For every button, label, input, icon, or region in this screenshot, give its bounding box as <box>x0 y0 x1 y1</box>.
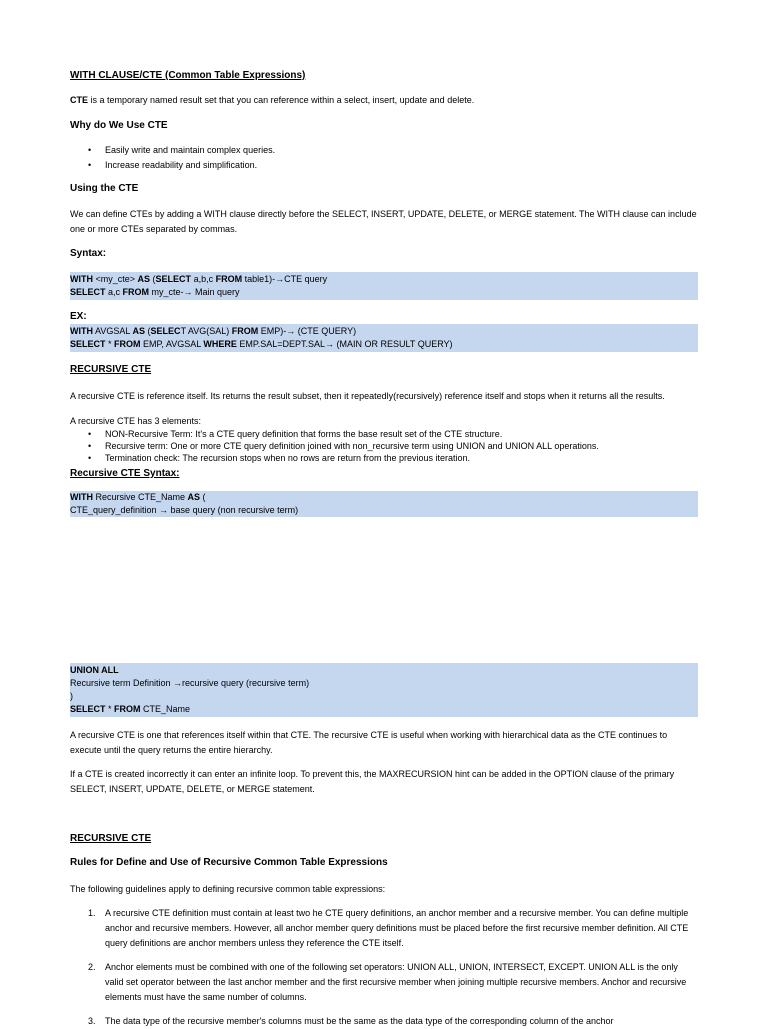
heading-recursive-syntax: Recursive CTE Syntax: <box>70 468 180 479</box>
list-item: • Termination check: The recursion stops when no rows are return from the previous iteration. <box>70 452 698 464</box>
guidelines-intro: The following guidelines apply to defining recursive common table expressions: <box>70 884 386 894</box>
list-item: 1. A recursive CTE definition must contain at least two he CTE query definitions, an anchor member and a recursive member. You can define multiple anchor and recursive members. However, all anchor member query definitions must be placed before the first recursive member definition. All CTE query definitions are anchor members unless they reference the CTE itself. <box>88 908 689 948</box>
why-list <box>70 143 698 173</box>
code-line: SELECT * FROM CTE_Name <box>70 704 191 714</box>
code-line: UNION ALL <box>70 665 119 675</box>
recursive-syntax-block-bottom <box>70 663 698 717</box>
code-line: Recursive term Definition →recursive query (recursive term) <box>70 678 310 688</box>
recursive-elements-list <box>70 428 698 464</box>
cte-term: CTE <box>70 95 88 105</box>
recursive-description: A recursive CTE is one that references itself within that CTE. The recursive CTE is useful when working with hierarchical data as the CTE continues to execute until the query returns the entire hierarchy. <box>70 730 668 755</box>
code-line: WITH <my_cte> AS (SELECT a,b,c FROM table1)-→CTE query <box>70 274 328 284</box>
list-item: • Easily write and maintain complex queries. <box>70 143 698 158</box>
rules-list <box>70 906 698 1029</box>
list-item: 3. The data type of the recursive member's columns must be the same as the data type of the corresponding column of the anchor <box>88 1016 614 1026</box>
using-paragraph: We can define CTEs by adding a WITH clause directly before the SELECT, INSERT, UPDATE, DELETE, or MERGE statement. The WITH clause can include one or more CTEs separated by commas. <box>70 209 697 234</box>
list-item: 2. Anchor elements must be combined with one of the following set operators: UNION ALL, UNION, INTERSECT, EXCEPT. UNION ALL is the only valid set operator between the last anchor member and the first recursive member when joining multiple recursive members. Anchor and recursive elements must have the same number of columns. <box>88 962 687 1002</box>
heading-example: EX: <box>70 311 87 322</box>
list-item: • NON-Recursive Term: It's a CTE query definition that forms the base result set of the CTE structure. <box>70 428 698 440</box>
heading-with-clause: WITH CLAUSE/CTE (Common Table Expressions) <box>70 70 306 81</box>
code-line: WITH AVGSAL AS (SELECT AVG(SAL) FROM EMP)-→ (CTE QUERY) <box>70 326 357 336</box>
infinite-loop-paragraph: If a CTE is created incorrectly it can enter an infinite loop. To prevent this, the MAXRECURSION hint can be added in the OPTION clause of the primary SELECT, INSERT, UPDATE, DELETE, or MERGE statement. <box>70 769 675 794</box>
list-item: • Recursive term: One or more CTE query definition joined with non_recursive term using UNION and UNION ALL operations. <box>70 440 698 452</box>
code-line: ) <box>70 691 73 701</box>
code-line: WITH Recursive CTE_Name AS ( <box>70 492 206 502</box>
list-item: • Increase readability and simplification. <box>70 158 698 173</box>
heading-why: Why do We Use CTE <box>70 120 168 131</box>
syntax-code-block <box>70 272 698 300</box>
recursive-intro: A recursive CTE is reference itself. Its returns the result subset, then it repeatedly(recursively) reference itself and stops when it returns all the results. <box>70 391 665 401</box>
recursive-elements-intro: A recursive CTE has 3 elements: <box>70 416 202 426</box>
heading-syntax: Syntax: <box>70 248 107 259</box>
example-code-block <box>70 324 698 352</box>
heading-rules: Rules for Define and Use of Recursive Common Table Expressions <box>70 857 388 868</box>
heading-using: Using the CTE <box>70 183 139 194</box>
cte-definition-text: is a temporary named result set that you can reference within a select, insert, update and delete. <box>88 95 475 105</box>
code-line: SELECT a,c FROM my_cte-→ Main query <box>70 287 240 297</box>
code-line: CTE_query_definition → base query (non recursive term) <box>70 505 299 515</box>
cte-definition <box>70 93 698 108</box>
heading-recursive-cte: RECURSIVE CTE <box>70 364 152 375</box>
recursive-syntax-block-top <box>70 491 698 517</box>
code-line: SELECT * FROM EMP, AVGSAL WHERE EMP.SAL=DEPT.SAL→ (MAIN OR RESULT QUERY) <box>70 339 453 349</box>
heading-recursive-cte-2: RECURSIVE CTE <box>70 833 152 844</box>
